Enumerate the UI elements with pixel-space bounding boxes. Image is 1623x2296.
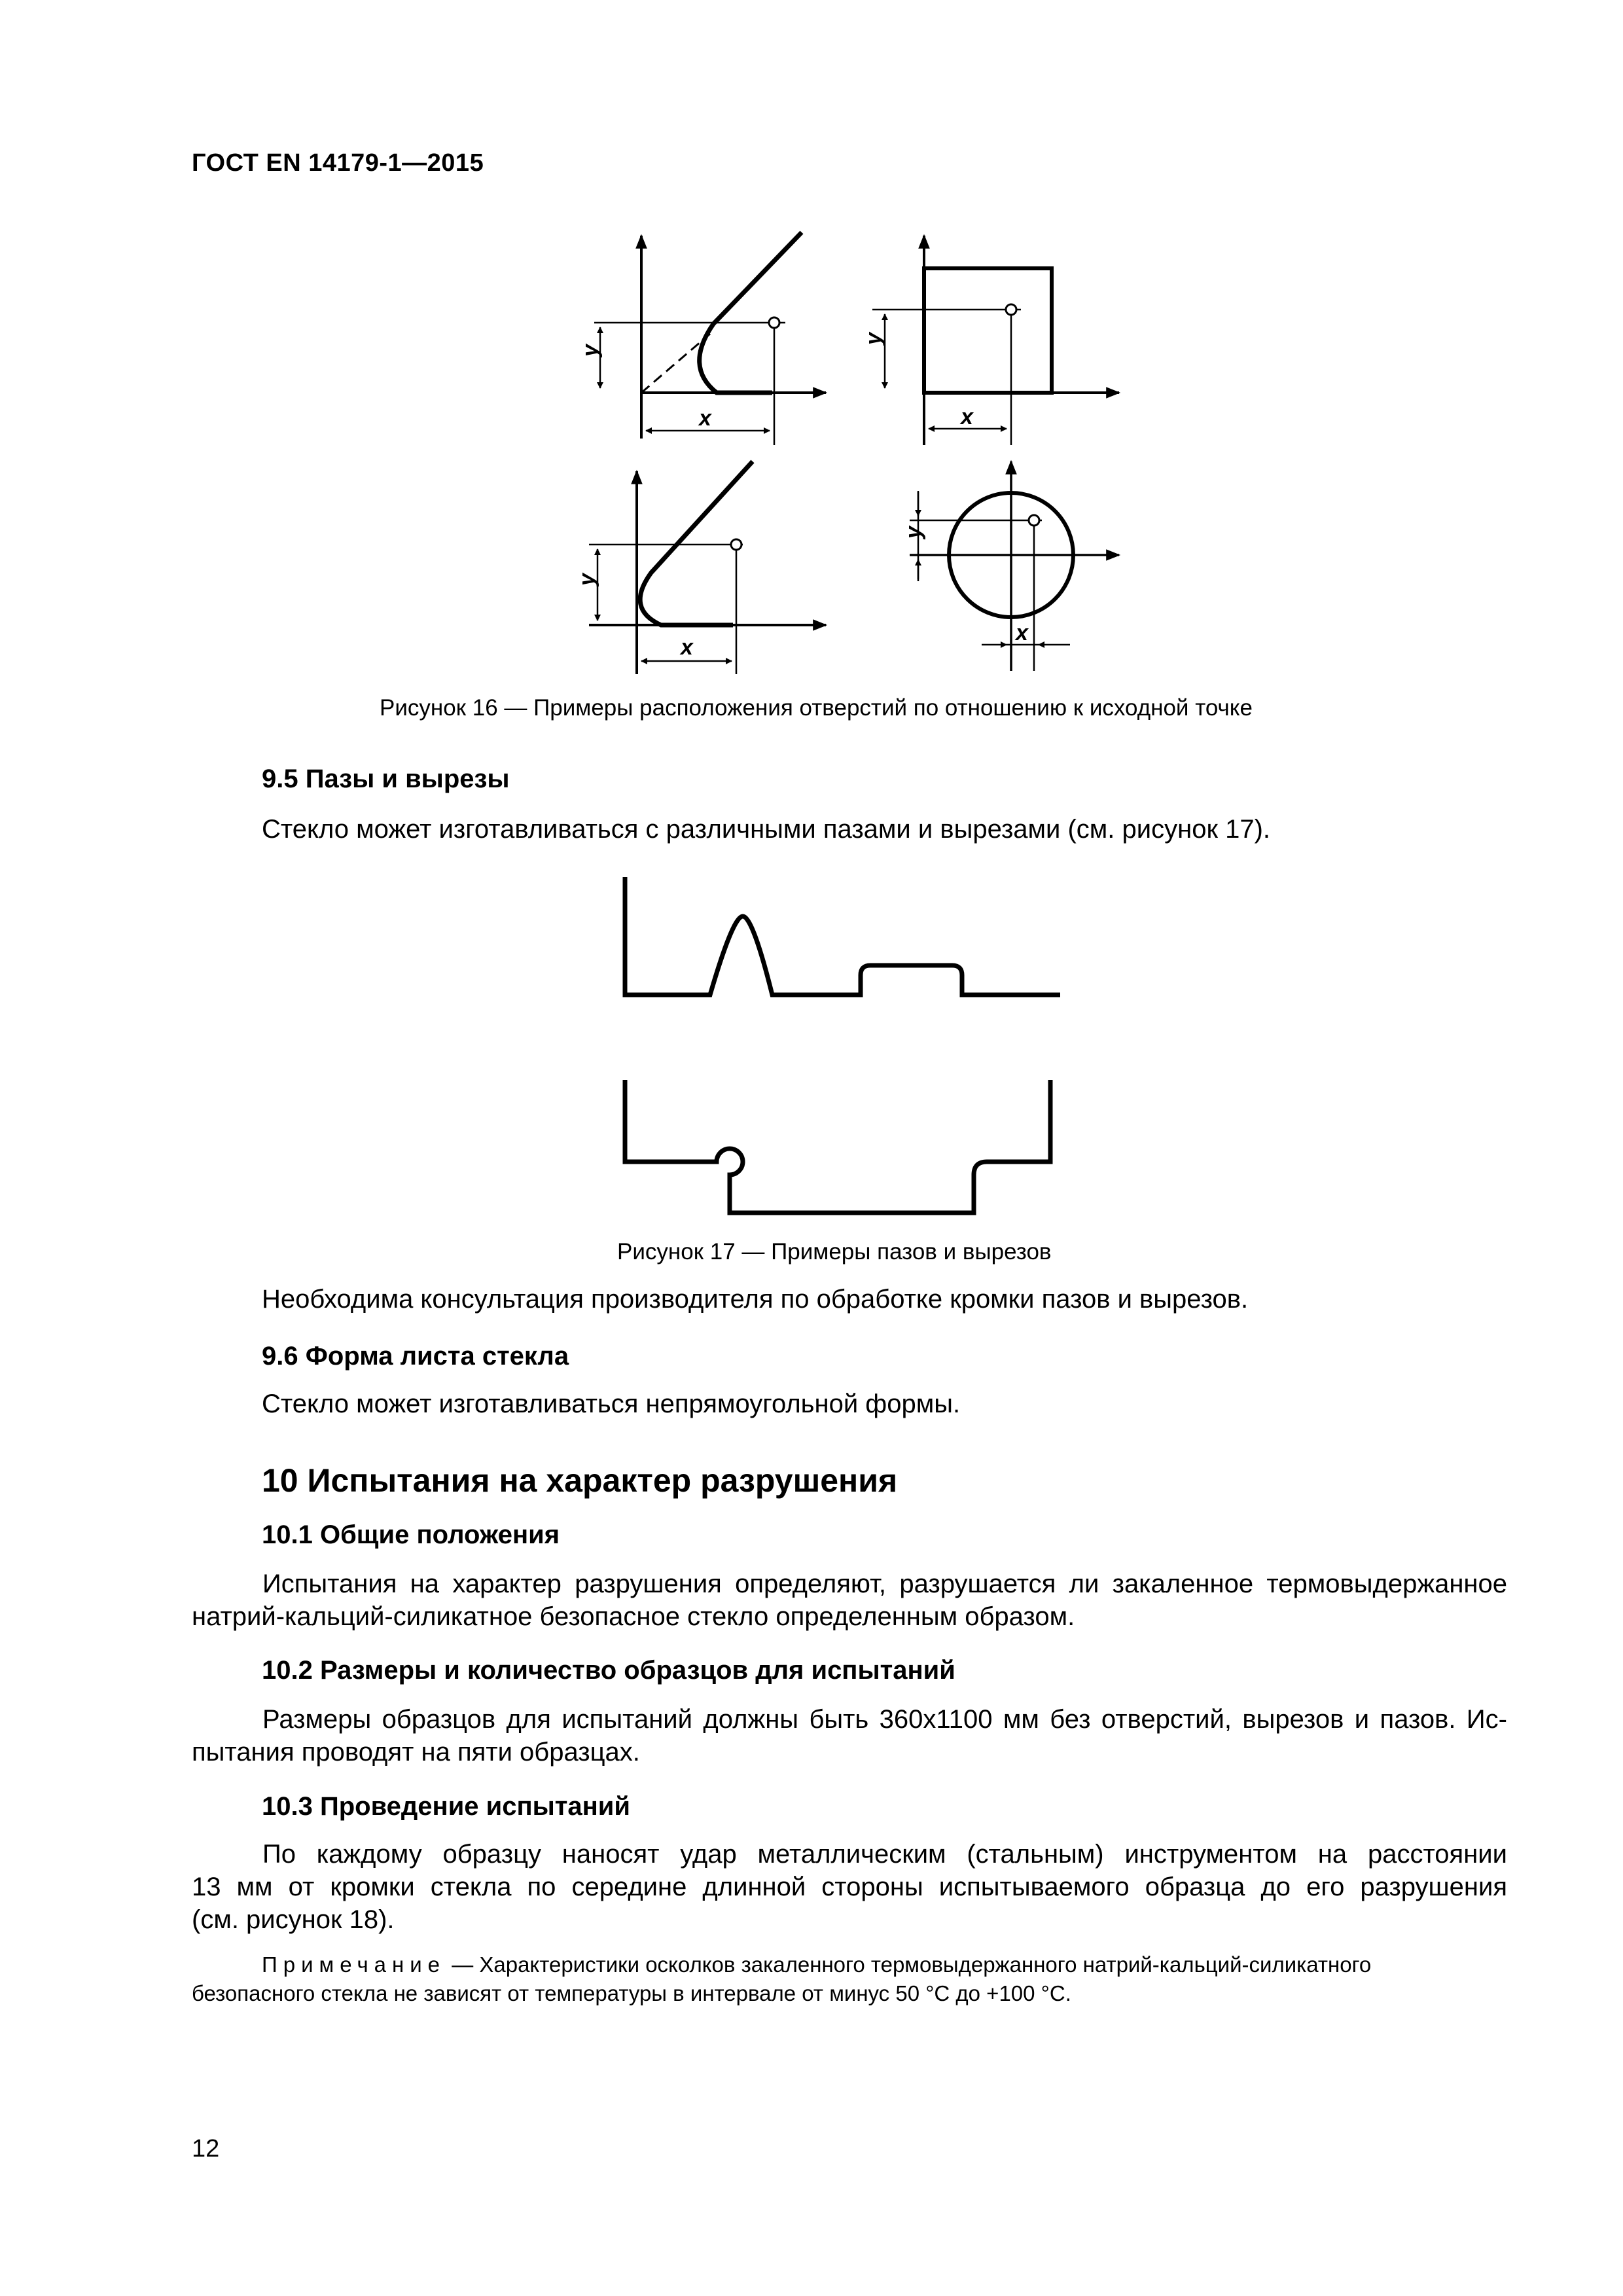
figure-16-caption: Рисунок 16 — Примеры расположения отверстий по отношению к исходной точке <box>380 695 1253 721</box>
section-10-1-title: 10.1 Общие положения <box>262 1520 560 1549</box>
section-10-2-line-1: Размеры образцов для испытаний должны быть 360x1100 мм без отверстий, вырезов и пазов. Ис- <box>262 1705 1507 1734</box>
fig16-panel-b-x-label: x <box>961 404 973 429</box>
section-10-3-body <box>192 1838 1507 1936</box>
fig17-edge-with-cutouts <box>625 1080 1050 1213</box>
section-10-1-line-2: натрий-кальций-силикатное безопасное стекло определенным образом. <box>192 1602 1075 1631</box>
section-10-3-title: 10.3 Проведение испытаний <box>262 1792 630 1821</box>
section-9-6-text: Стекло может изготавливаться непрямоугольной формы. <box>262 1390 961 1418</box>
section-9-6-title: 9.6 Форма листа стекла <box>262 1342 569 1371</box>
section-10-title: 10 Испытания на характер разрушения <box>262 1462 898 1499</box>
page-number: 12 <box>192 2135 220 2162</box>
section-10-3-line-3: (см. рисунок 18). <box>192 1905 395 1934</box>
section-9-5-title: 9.5 Пазы и вырезы <box>262 764 510 793</box>
section-10-2-body <box>192 1703 1507 1768</box>
section-10-3-line-2: 13 мм от кромки стекла по середине длинной стороны испытываемого образца до его разрушения <box>192 1873 1507 1901</box>
section-10-2-title: 10.2 Размеры и количество образцов для испытаний <box>262 1656 955 1685</box>
fig16-panel-b-y-label: y <box>861 332 886 345</box>
fig16-panel-c-x-label: x <box>681 635 693 660</box>
section-10-2-line-2: пытания проводят на пяти образцах. <box>192 1738 640 1767</box>
note-line-2: безопасного стекла не зависят от температуры в интервале от минус 50 °С до +100 °С. <box>192 1981 1071 2005</box>
section-10-1-line-1: Испытания на характер разрушения определяют, разрушается ли закаленное термовыдержанное <box>262 1570 1507 1598</box>
section-10-3-line-1: По каждому образцу наносят удар металлическим (стальным) инструментом на расстоянии <box>262 1840 1507 1869</box>
note-line-1: — Характеристики осколков закаленного термовыдержанного натрий-кальций-силикатного <box>452 1952 1372 1977</box>
fig16-panel-c-y-label: y <box>575 573 599 586</box>
fig16-panel-d-x-label: x <box>1016 620 1028 645</box>
document-header: ГОСТ EN 14179-1—2015 <box>192 149 484 177</box>
note-block <box>192 1950 1507 2008</box>
fig17-edge-with-notches <box>625 877 1060 995</box>
fig16-panel-a-y-label: y <box>578 344 603 357</box>
after-fig17-text: Необходима консультация производителя по обработке кромки пазов и вырезов. <box>262 1285 1249 1314</box>
fig16-panel-a-x-label: x <box>699 406 711 431</box>
figure-17-caption: Рисунок 17 — Примеры пазов и вырезов <box>617 1239 1052 1265</box>
note-first-line <box>192 1950 1507 1979</box>
note-label: Примечание <box>262 1952 446 1977</box>
section-10-1-body <box>192 1568 1507 1633</box>
fig16-panel-d-y-label: y <box>901 526 926 539</box>
section-9-5-text: Стекло может изготавливаться с различными пазами и вырезами (см. рисунок 17). <box>262 815 1270 844</box>
